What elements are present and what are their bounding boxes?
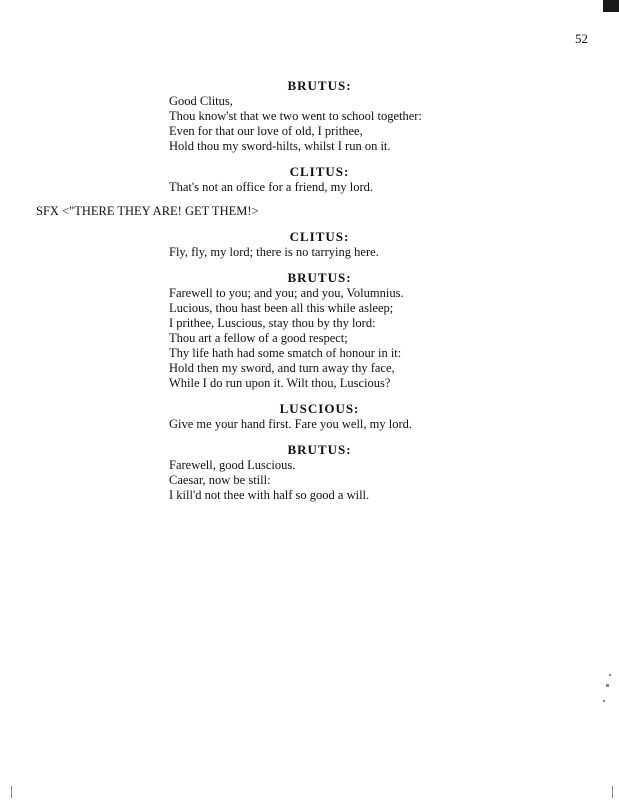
dialogue-lines — [0, 417, 619, 432]
scan-speck — [609, 674, 611, 676]
dialogue-line: That's not an office for a friend, my lord. — [169, 180, 374, 194]
speech-block — [0, 163, 619, 195]
scan-corner-mark — [603, 0, 619, 12]
speech-block — [0, 441, 619, 503]
dialogue-line: Fly, fly, my lord; there is no tarrying here. — [169, 245, 379, 259]
speaker-name: CLITUS: — [289, 164, 350, 179]
dialogue-lines — [0, 180, 619, 195]
dialogue-line: Caesar, now be still: — [169, 473, 271, 487]
speaker-name: LUSCIOUS: — [279, 401, 360, 416]
scan-edge-mark — [612, 786, 613, 798]
dialogue-lines — [0, 286, 619, 391]
dialogue-line: Farewell, good Luscious. — [169, 458, 296, 472]
dialogue-line: I kill'd not thee with half so good a will. — [169, 488, 370, 502]
page-number: 52 — [575, 31, 588, 46]
dialogue-lines — [0, 245, 619, 260]
dialogue-lines — [0, 458, 619, 503]
speech-block — [0, 400, 619, 432]
speaker-name: CLITUS: — [289, 229, 350, 244]
dialogue-line: Farewell to you; and you; and you, Volumnius. — [169, 286, 404, 300]
speech-block — [0, 77, 619, 154]
speaker-name: BRUTUS: — [287, 78, 352, 93]
scan-speck — [606, 684, 609, 687]
dialogue-line: Thou know'st that we two went to school together: — [169, 109, 422, 123]
dialogue-line: Hold then my sword, and turn away thy face, — [169, 361, 395, 375]
sound-effect-cue: SFX <"THERE THEY ARE! GET THEM!> — [36, 204, 259, 218]
dialogue-line: Lucious, thou hast been all this while asleep; — [169, 301, 394, 315]
dialogue-line: Good Clitus, — [169, 94, 233, 108]
speech-block — [0, 228, 619, 260]
dialogue-lines — [0, 94, 619, 154]
speaker-name: BRUTUS: — [287, 270, 352, 285]
scan-edge-mark — [11, 786, 12, 798]
speech-block — [0, 269, 619, 391]
dialogue-line: Hold thou my sword-hilts, whilst I run on it. — [169, 139, 391, 153]
dialogue-line: Thou art a fellow of a good respect; — [169, 331, 348, 345]
dialogue-line: While I do run upon it. Wilt thou, Luscious? — [169, 376, 391, 390]
dialogue-line: I prithee, Luscious, stay thou by thy lord: — [169, 316, 376, 330]
dialogue-line: Give me your hand first. Fare you well, my lord. — [169, 417, 413, 431]
script-body — [0, 77, 619, 512]
dialogue-line: Even for that our love of old, I prithee, — [169, 124, 363, 138]
scan-speck — [603, 700, 605, 702]
speaker-name: BRUTUS: — [287, 442, 352, 457]
dialogue-line: Thy life hath had some smatch of honour in it: — [169, 346, 402, 360]
